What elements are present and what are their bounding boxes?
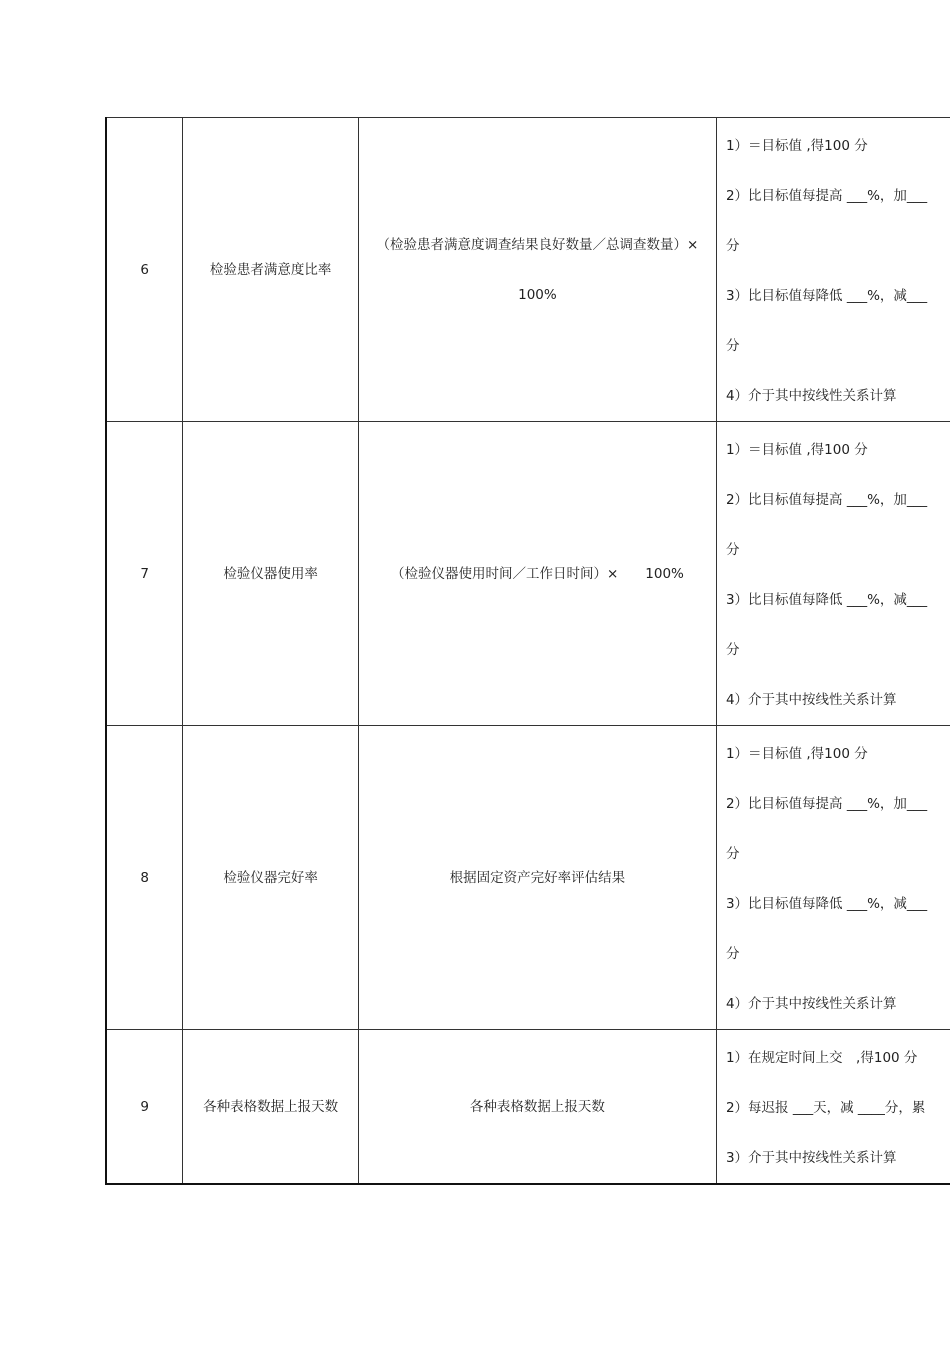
table-row [106,118,950,422]
row-number: 6 [106,118,183,422]
indicator-name: 检验仪器完好率 [183,726,359,1030]
scoring-rules [716,1030,950,1185]
row-number: 9 [106,1030,183,1185]
rule-line: 2）比目标值每提高 ___%，加___ [725,796,928,812]
formula-cell: 根据固定资产完好率评估结果 [358,726,716,1030]
table-row [106,1030,950,1185]
rule-line: 4）介于其中按线性关系计算 [725,388,897,404]
rule-line: 2）比目标值每提高 ___%，加___ [725,188,928,204]
scoring-rules [716,422,950,726]
rule-line: 3）介于其中按线性关系计算 [725,1150,897,1166]
rule-line: 4）介于其中按线性关系计算 [725,996,897,1012]
rule-line: 1）＝目标值 ,得100 分 [725,138,868,154]
formula-cell: （检验仪器使用时间／工作日时间）× 100% [358,422,716,726]
table-row [106,726,950,1030]
rule-line: 分 [725,946,740,962]
table-row [106,422,950,726]
rule-line: 分 [725,846,740,862]
formula-cell: （检验患者满意度调查结果良好数量／总调查数量）× 100% [358,118,716,422]
rule-line: 分 [725,338,740,354]
rule-line: 1）＝目标值 ,得100 分 [725,442,868,458]
formula-cell: 各种表格数据上报天数 [358,1030,716,1185]
indicator-name: 检验仪器使用率 [183,422,359,726]
row-number: 8 [106,726,183,1030]
indicator-name: 检验患者满意度比率 [183,118,359,422]
rule-line: 3）比目标值每降低 ___%，减___ [725,592,928,608]
rule-line: 3）比目标值每降低 ___%，减___ [725,896,928,912]
scoring-rules [716,118,950,422]
indicator-name: 各种表格数据上报天数 [183,1030,359,1185]
scoring-rules [716,726,950,1030]
rule-line: 2）比目标值每提高 ___%，加___ [725,492,928,508]
rule-line: 分 [725,642,740,658]
rule-line: 1）在规定时间上交 ,得100 分 [725,1050,918,1066]
rule-line: 4）介于其中按线性关系计算 [725,692,897,708]
rule-line: 2）每迟报 ___天，减 ____分，累 [725,1100,926,1116]
rule-line: 1）＝目标值 ,得100 分 [725,746,868,762]
rule-line: 分 [725,238,740,254]
indicator-table [105,117,950,1185]
row-number: 7 [106,422,183,726]
rule-line: 分 [725,542,740,558]
rule-line: 3）比目标值每降低 ___%，减___ [725,288,928,304]
